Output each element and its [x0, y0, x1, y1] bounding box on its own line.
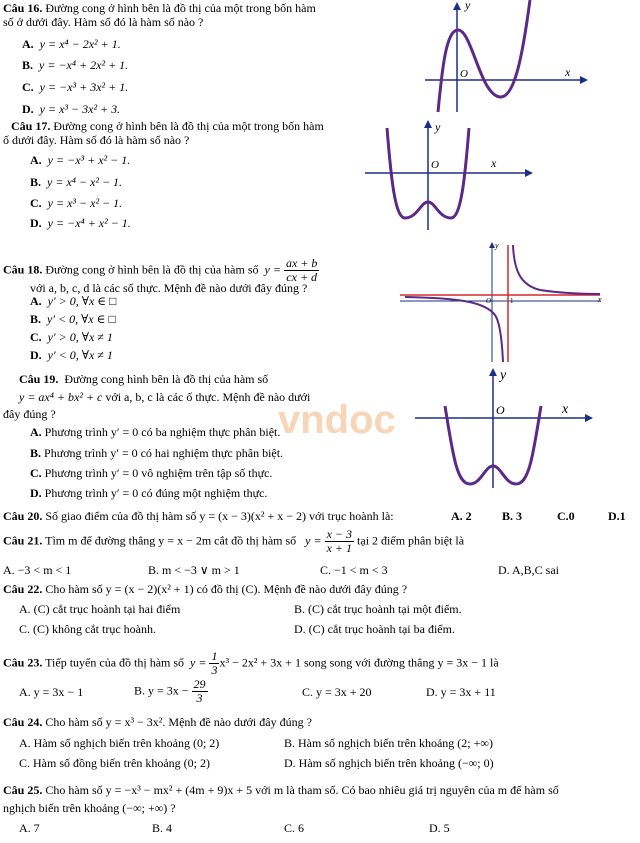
- q21-frac-num: x − 3: [326, 527, 353, 541]
- option-letter: A.: [22, 37, 34, 51]
- q17-text2: ố dưới đây. Hàm số đó là hàm số nào ?: [3, 133, 190, 147]
- y-label: y: [435, 120, 441, 134]
- q18-curve-left: [405, 297, 503, 362]
- option-text: y = −x⁴ + x² − 1.: [47, 216, 131, 230]
- q20-option-a[interactable]: A. 2: [451, 509, 472, 523]
- x-label: x: [565, 65, 571, 79]
- origin-label: O: [486, 297, 492, 305]
- q22-option-a[interactable]: A. (C) cắt trục hoành tại hai điểm: [19, 602, 181, 616]
- option-text: y = x³ − x² − 1.: [47, 196, 123, 210]
- q25-option-d[interactable]: D. 5: [429, 821, 450, 835]
- option-text: y = x³ − 3x² + 3.: [39, 102, 121, 116]
- option-text: y′ > 0, ∀x ∈ □: [47, 294, 117, 308]
- q22-option-d[interactable]: D. (C) cắt trục hoành tại ba điểm.: [294, 622, 455, 636]
- q17-option-b[interactable]: [30, 175, 122, 190]
- option-letter: D.: [30, 486, 42, 500]
- q25-text1: Cho hàm số y = −x³ − mx² + (4m + 9)x + 5 với m là tham số. Có bao nhiêu giá trị nguyên của m để hàm số: [45, 783, 559, 797]
- option-text: y = −x³ + 3x² + 1.: [39, 80, 129, 94]
- q23-fraction: [209, 650, 219, 677]
- q25-line1: [3, 783, 559, 798]
- option-letter: B.: [30, 175, 42, 189]
- q22-line: [3, 582, 407, 597]
- q25-option-c[interactable]: C. 6: [284, 821, 305, 835]
- q23-y: y =: [190, 655, 207, 670]
- q21-text1: Tìm m để đường thẳng y = x − 2m cắt đồ thị hàm số: [45, 533, 297, 548]
- option-letter: A.: [30, 294, 42, 308]
- q21-fraction: [325, 528, 354, 555]
- option-text: y = −x³ + x² − 1.: [47, 153, 131, 167]
- origin-label: O: [460, 68, 468, 80]
- option-text: y′ < 0, ∀x ≠ 1: [47, 348, 113, 362]
- q20-option-d[interactable]: D.1: [608, 509, 626, 523]
- q19-text2: với a, b, c là các ố thực. Mệnh đề nào dưới: [105, 390, 311, 404]
- q16-option-b[interactable]: [22, 58, 128, 73]
- q24-line: [3, 715, 312, 730]
- option-letter: C.: [22, 80, 34, 94]
- q19-text3: đây đúng ?: [3, 407, 56, 421]
- option-text: y = x⁴ − 2x² + 1.: [39, 37, 121, 51]
- q24-option-b[interactable]: B. Hàm số nghịch biến trên khoảng (2; +∞): [284, 736, 493, 750]
- x-label: x: [598, 295, 602, 304]
- q17-option-d[interactable]: [30, 216, 131, 231]
- option-letter: B.: [30, 446, 42, 460]
- option-letter: A.: [30, 153, 42, 167]
- option-letter: D.: [22, 102, 34, 116]
- option-text: Phương trình y′ = 0 vô nghiệm trên tập số thực.: [44, 466, 273, 480]
- q18-line1: [3, 257, 319, 284]
- frac-den: 3: [196, 691, 203, 705]
- q25-text2: nghịch biến trên khoảng (−∞; +∞) ?: [3, 801, 176, 815]
- option-text: Phương trình y′ = 0 có hai nghiệm thực phân biệt.: [44, 446, 284, 460]
- q18-option-a[interactable]: [30, 294, 116, 309]
- q21-label: Câu 21.: [3, 533, 43, 548]
- q17-text1: Đường cong ở hình bên là đồ thị của một trong bốn hàm: [53, 119, 324, 133]
- y-arrow-icon: [489, 368, 497, 376]
- origin-label: O: [496, 403, 505, 417]
- q25-option-b[interactable]: B. 4: [152, 821, 173, 835]
- q21-option-b[interactable]: B. m < −3 ∨ m > 1: [148, 563, 240, 577]
- origin-label: O: [431, 159, 439, 171]
- q22-option-c[interactable]: C. (C) không cắt trục hoành.: [19, 622, 156, 636]
- q17-option-c[interactable]: [30, 196, 122, 211]
- x-arrow-icon: [580, 76, 588, 84]
- q22-label: Câu 22.: [3, 582, 43, 596]
- frac-num: 29: [193, 677, 206, 691]
- option-text: y = x⁴ − x² − 1.: [47, 175, 123, 189]
- q18-option-b[interactable]: [30, 312, 116, 327]
- q19-option-c[interactable]: [30, 466, 272, 481]
- tick-one-label: 1: [510, 297, 514, 305]
- q23-optb-fraction: [192, 678, 208, 705]
- q19-line2: [19, 390, 310, 405]
- q19-option-d[interactable]: [30, 486, 267, 501]
- q23-text1: Tiếp tuyến của đồ thị hàm số: [45, 655, 185, 670]
- q18-fraction: [284, 257, 319, 284]
- option-letter: C.: [30, 330, 42, 344]
- q23-label: Câu 23.: [3, 655, 43, 670]
- option-letter: C.: [30, 196, 42, 210]
- q16-graph: [410, 0, 590, 115]
- q23-line: [3, 650, 499, 677]
- option-letter: D.: [30, 348, 42, 362]
- q18-curve-right: [513, 245, 600, 294]
- option-letter: D.: [30, 216, 42, 230]
- q21-y: y =: [305, 533, 322, 548]
- q23-frac-den: 3: [211, 663, 218, 677]
- q23-option-c[interactable]: C. y = 3x + 20: [302, 685, 372, 699]
- q24-option-d[interactable]: D. Hàm số nghịch biến trên khoảng (−∞; 0): [284, 756, 494, 770]
- option-text: y′ > 0, ∀x ≠ 1: [47, 330, 113, 344]
- q19-label: Câu 19.: [19, 372, 59, 386]
- q21-line: [3, 528, 464, 555]
- q16-label: Câu 16.: [3, 1, 43, 15]
- x-arrow-icon: [585, 414, 593, 422]
- q16-line1: [3, 1, 316, 16]
- q17-graph: [365, 118, 535, 233]
- x-arrow-icon: [525, 169, 533, 177]
- q21-option-d[interactable]: D. A,B,C sai: [498, 563, 560, 577]
- q22-text: Cho hàm số y = (x − 2)(x² + 1) có đồ thị (C). Mệnh đề nào dưới đây đúng ?: [45, 582, 408, 596]
- q16-curve: [438, 0, 530, 112]
- q17-label: Câu 17.: [11, 119, 51, 133]
- q19-option-b[interactable]: [30, 446, 283, 461]
- q23-text2: x³ − 2x² + 3x + 1 song song với đường thẳng y = 3x − 1 là: [219, 655, 499, 670]
- option-text: Phương trình y′ = 0 có đúng một nghiệm thực.: [44, 486, 268, 500]
- q24-option-c[interactable]: C. Hàm số đồng biến trên khoảng (0; 2): [19, 756, 210, 770]
- q18-text1: Đường cong ở hình bên là đồ thị của hàm số: [45, 262, 259, 277]
- q16-text2: số ở dưới đây. Hàm số đó là hàm số nào ?: [3, 15, 204, 29]
- q16-text1: Đường cong ở hình bên là đồ thị của một trong bốn hàm: [45, 1, 316, 15]
- q24-label: Câu 24.: [3, 715, 43, 729]
- option-text: y′ < 0, ∀x ∈ □: [47, 312, 116, 326]
- q18-y: y =: [264, 262, 281, 277]
- q21-text2: tại 2 điểm phân biệt là: [357, 533, 465, 548]
- q18-option-c[interactable]: [30, 330, 113, 345]
- q25-label: Câu 25.: [3, 783, 43, 797]
- q23-option-b[interactable]: [134, 678, 208, 705]
- q25-option-a[interactable]: A. 7: [19, 821, 40, 835]
- option-letter: C.: [30, 466, 42, 480]
- q20-option-b[interactable]: B. 3: [502, 509, 523, 523]
- q16-option-c[interactable]: [22, 80, 128, 95]
- q21-option-a[interactable]: A. −3 < m < 1: [3, 563, 72, 577]
- q18-frac-num: ax + b: [285, 256, 318, 270]
- option-text: y = −x⁴ + 2x² + 1.: [39, 58, 129, 72]
- watermark-logo: vndoc: [278, 398, 396, 442]
- q17-line1: [11, 119, 324, 134]
- q18-frac-den: cx + d: [286, 270, 318, 284]
- x-label: x: [491, 156, 497, 170]
- q23-frac-num: 1: [211, 649, 218, 663]
- option-text: Phương trình y′ = 0 có ba nghiệm thực phân biệt.: [44, 425, 281, 439]
- x-label: x: [562, 402, 569, 417]
- q19-option-a[interactable]: [30, 425, 280, 440]
- y-label: y: [500, 368, 507, 383]
- q20-line: [3, 509, 394, 524]
- option-letter: A.: [30, 425, 42, 439]
- q18-text2: với a, b, c, d là các số thực. Mệnh đề nào dưới đây đúng ?: [30, 281, 308, 295]
- y-arrow-icon: [424, 120, 432, 128]
- y-arrow-icon: [453, 2, 461, 10]
- q19-line1: [19, 372, 354, 387]
- q19-graph: [415, 366, 595, 491]
- q22-option-b[interactable]: B. (C) cắt trục hoành tại một điểm.: [294, 602, 462, 616]
- option-text: B. y = 3x −: [134, 683, 189, 698]
- q18-option-d[interactable]: [30, 348, 113, 363]
- q19-formula: y = ax⁴ + bx² + c: [19, 390, 103, 404]
- q20-text: Số giao điểm của đồ thị hàm số y = (x − 3)(x² + x − 2) với trục hoành là:: [45, 509, 394, 523]
- option-letter: B.: [22, 58, 34, 72]
- q21-option-c[interactable]: C. −1 < m < 3: [320, 563, 388, 577]
- q24-text: Cho hàm số y = x³ − 3x². Mệnh đề nào dưới đây đúng ?: [45, 715, 312, 729]
- q24-option-a[interactable]: A. Hàm số nghịch biến trên khoảng (0; 2): [19, 736, 220, 750]
- q19-text1: Đường cong hình bên là đồ thị của hàm số: [64, 372, 269, 386]
- q23-option-a[interactable]: A. y = 3x − 1: [19, 685, 84, 699]
- q16-option-a[interactable]: [22, 37, 121, 52]
- y-label: y: [465, 0, 471, 12]
- q18-label: Câu 18.: [3, 262, 43, 277]
- y-label: y: [495, 241, 499, 250]
- q18-graph: [400, 240, 610, 365]
- q20-label: Câu 20.: [3, 509, 43, 523]
- option-letter: B.: [30, 312, 42, 326]
- q23-option-d[interactable]: D. y = 3x + 11: [426, 685, 496, 699]
- q20-option-c[interactable]: C.0: [557, 509, 575, 523]
- q17-option-a[interactable]: [30, 153, 130, 168]
- q16-option-d[interactable]: [22, 102, 120, 117]
- q21-frac-den: x + 1: [326, 541, 353, 555]
